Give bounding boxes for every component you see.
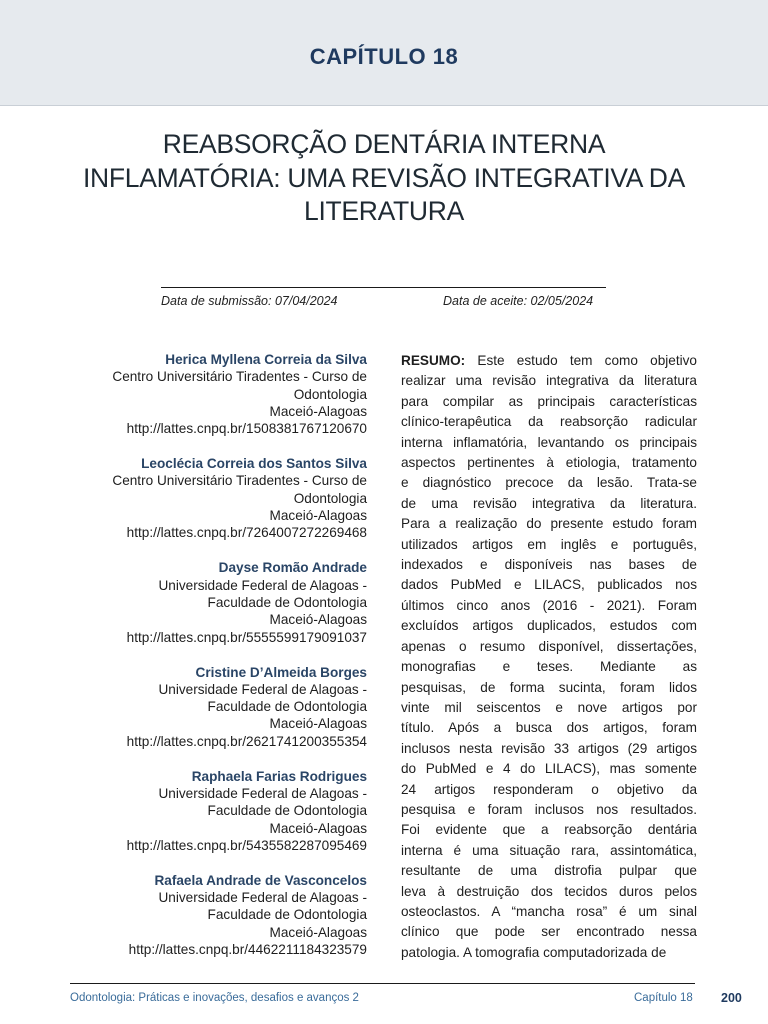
author-name: Dayse Romão Andrade [218,560,367,576]
author-affiliation: Universidade Federal de Alagoas - [158,681,367,697]
footer-chapter: Capítulo 18 [634,992,693,1004]
article-title-line: INFLAMATÓRIA: UMA REVISÃO INTEGRATIVA DA [82,162,686,193]
author-lattes-link[interactable]: http://lattes.cnpq.br/2621741200355354 [126,733,367,749]
abstract-line: clínico-terapêutica da reabsorção radicular [401,414,697,430]
author-affiliation: Faculdade de Odontologia [207,803,367,819]
abstract-line: interna inflamatória, levantando os principais [401,434,697,450]
author-affiliation: Centro Universitário Tiradentes - Curso de [112,473,367,489]
author-location: Maceió-Alagoas [269,820,367,836]
author-lattes-link[interactable]: http://lattes.cnpq.br/5435582287095469 [126,837,367,853]
chapter-header-band [0,0,768,106]
author-location: Maceió-Alagoas [269,403,367,419]
article-title-line: LITERATURA [304,196,464,227]
abstract-line: para compilar as principais características [401,393,697,409]
abstract-line: e diagnóstico precoce da lesão. Trata-se [401,475,697,491]
abstract-line: interna é uma situação rara, assintomática, [401,842,697,858]
author-entry [70,455,367,541]
author-affiliation: Faculdade de Odontologia [207,594,367,610]
author-lattes-link[interactable]: http://lattes.cnpq.br/1508381767120670 [126,421,367,437]
abstract-first-line-text: Este estudo tem como objetivo [477,353,697,368]
abstract-line: resultante de uma distrofia pulpar que [401,863,697,879]
author-location: Maceió-Alagoas [269,508,367,524]
title-divider [161,287,606,288]
author-affiliation: Universidade Federal de Alagoas - [158,890,367,906]
abstract-line: dados PubMed e LILACS, publicados nos [401,577,697,593]
author-lattes-link[interactable]: http://lattes.cnpq.br/5555599179091037 [126,629,367,645]
author-affiliation: Universidade Federal de Alagoas - [158,785,367,801]
author-location: Maceió-Alagoas [269,716,367,732]
abstract [401,351,697,963]
abstract-line: Para a realização do presente estudo foram [401,516,697,532]
abstract-label: RESUMO: [401,353,466,368]
abstract-line: realizar uma revisão integrativa da literatura [401,373,697,389]
abstract-line: 24 artigos responderam o objetivo da [401,781,697,797]
abstract-line: Foi evidente que a reabsorção dentária [401,822,697,838]
author-name: Cristine D’Almeida Borges [195,664,367,680]
abstract-line: utilizados artigos em inglês e português, [401,536,697,552]
author-name: Herica Myllena Correia da Silva [165,352,367,367]
abstract-first-line [401,351,697,371]
author-affiliation: Universidade Federal de Alagoas - [158,577,367,593]
article-title [40,128,728,229]
acceptance-date: Data de aceite: 02/05/2024 [443,294,594,308]
author-entry [70,664,367,750]
author-affiliation: Faculdade de Odontologia [207,907,367,923]
abstract-line: excluídos artigos duplicados, estudos com [401,618,697,634]
abstract-line: vinte mil seiscentos e nove artigos por [401,699,697,715]
abstract-line: patologia. A tomografia computadorizada de [401,944,667,960]
abstract-line: inclusos nesta revisão 33 artigos (29 artigos [401,740,697,756]
author-affiliation: Faculdade de Odontologia [207,699,367,715]
author-affiliation: Odontologia [293,490,367,506]
abstract-line: pesquisa e foram inclusos nos resultados. [401,801,697,817]
author-entry [70,559,367,645]
author-affiliation: Centro Universitário Tiradentes - Curso de [112,369,367,385]
abstract-line: de uma revisão integrativa da literatura. [401,495,697,511]
abstract-line: aspectos pertinentes à etiologia, tratamento [401,455,697,471]
author-entry [70,872,367,958]
abstract-line: monografias e teses. Mediante as [401,659,697,675]
author-entry [70,351,367,437]
page-number: 200 [721,991,742,1005]
abstract-line: clínico que pode ser encontrado nessa [401,924,697,940]
footer-divider [70,983,695,984]
abstract-line: título. Após a busca dos artigos, foram [401,720,697,736]
abstract-line: últimos cinco anos (2016 - 2021). Foram [401,597,697,613]
abstract-line: osteoclastos. A “mancha rosa” é um sinal [401,903,697,919]
author-location: Maceió-Alagoas [269,924,367,940]
footer-book-title: Odontologia: Práticas e inovações, desafios e avanços 2 [70,992,359,1004]
abstract-line: leva à destruição dos tecidos duros pelos [401,883,697,899]
author-affiliation: Odontologia [293,386,367,402]
author-name: Rafaela Andrade de Vasconcelos [154,872,367,888]
abstract-line: pesquisas, de forma sucinta, foram lidos [401,679,697,695]
author-location: Maceió-Alagoas [269,612,367,628]
author-name: Raphaela Farias Rodrigues [191,768,367,784]
author-lattes-link[interactable]: http://lattes.cnpq.br/7264007272269468 [126,525,367,541]
abstract-line: indexados e disponíveis nas bases de [401,557,697,573]
author-entry [70,768,367,854]
author-list [70,351,367,976]
article-title-line: REABSORÇÃO DENTÁRIA INTERNA [162,129,606,159]
abstract-line: do PubMed e 4 do LILACS), mas somente [401,761,697,777]
author-name: Leoclécia Correia dos Santos Silva [141,456,367,472]
submission-date: Data de submissão: 07/04/2024 [161,294,338,308]
chapter-label: CAPÍTULO 18 [309,44,459,69]
author-lattes-link[interactable]: http://lattes.cnpq.br/4462211184323579 [128,942,367,958]
abstract-line: apenas o resumo disponível, dissertações, [401,638,697,654]
